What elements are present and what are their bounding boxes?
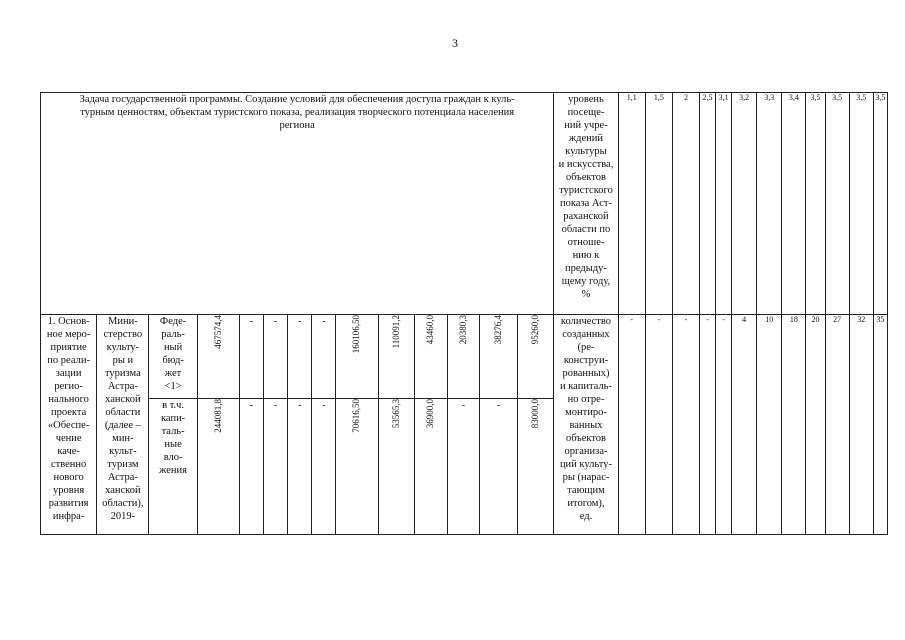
funding-cell: 20380,3 — [447, 315, 479, 399]
event-target-value: 20 — [806, 315, 825, 535]
event-executor: Мини- стерство культу- ры и туризма Астра- ханской области (далее – мин- культ- туризм Астра- ханской области), 2019- — [97, 315, 149, 535]
funding-total-cell: 244081,8 — [197, 399, 239, 535]
event-target-value: - — [700, 315, 716, 535]
task-indicator: уровень посеще- ний учре- ждений культуры и искусства, объектов туристского показа Аст- раханской области по отноше- нию к предыду- щему году, % — [554, 93, 618, 315]
task-target-value: 2,5 — [700, 93, 716, 315]
funding-cell: 160106,50 — [336, 315, 378, 399]
event-target-value: - — [645, 315, 672, 535]
event-target-value: - — [716, 315, 732, 535]
task-target-value: 3,5 — [825, 93, 849, 315]
funding-total-cell: 467574,4 — [197, 315, 239, 399]
task-target-value: 3,5 — [873, 93, 887, 315]
funding-cell: - — [239, 315, 263, 399]
funding-cell: 43460,0 — [414, 315, 447, 399]
funding-cell: 38276,4 — [479, 315, 517, 399]
funding-cell: 110091,2 — [378, 315, 414, 399]
funding-cell: - — [239, 399, 263, 535]
funding-cell: 70616,50 — [336, 399, 378, 535]
event-name: 1. Основ- ное меро- приятие по реали- зации регио- нального проекта «Обеспе- чение каче- ственно нового уровня развития инфра- — [41, 315, 97, 535]
task-target-value: 1,5 — [645, 93, 672, 315]
task-target-value: 2 — [672, 93, 699, 315]
funding-cell: - — [479, 399, 517, 535]
task-target-value: 3,1 — [716, 93, 732, 315]
event-target-value: 27 — [825, 315, 849, 535]
event-target-value: 32 — [849, 315, 873, 535]
event-indicator: количество созданных (ре- конструи- рованных) и капиталь- но отре- монтиро- ванных объектов организа- ций культу- ры (нарас- тающим итогом), ед. — [554, 315, 618, 535]
funding-cell: - — [264, 315, 288, 399]
funding-cell: - — [312, 315, 336, 399]
funding-cell: 53565,3 — [378, 399, 414, 535]
event-row-federal — [41, 315, 888, 399]
funding-cell: 95260,0 — [518, 315, 554, 399]
task-target-value: 3,5 — [806, 93, 825, 315]
page-number: 3 — [452, 36, 458, 50]
program-table — [40, 92, 888, 535]
funding-cell: 83000,0 — [518, 399, 554, 535]
task-target-value: 3,2 — [732, 93, 757, 315]
event-target-value: - — [618, 315, 645, 535]
funding-cell: - — [312, 399, 336, 535]
funding-cell: 36900,0 — [414, 399, 447, 535]
task-target-value: 3,3 — [757, 93, 782, 315]
event-target-value: - — [672, 315, 699, 535]
funding-cell: - — [447, 399, 479, 535]
task-target-value: 1,1 — [618, 93, 645, 315]
funding-source-federal: Феде- раль- ный бюд- жет <1> — [149, 315, 197, 399]
event-target-value: 18 — [782, 315, 806, 535]
funding-cell: - — [288, 399, 312, 535]
task-row — [41, 93, 888, 315]
event-target-value: 10 — [757, 315, 782, 535]
funding-cell: - — [264, 399, 288, 535]
funding-source-capital: в т.ч. капи- таль- ные вло- жения — [149, 399, 197, 535]
task-target-value: 3,5 — [849, 93, 873, 315]
task-target-value: 3,4 — [782, 93, 806, 315]
funding-cell: - — [288, 315, 312, 399]
task-title: Задача государственной программы. Создание условий для обеспечения доступа граждан к куль- турным ценностям, объектам туристского показа, реализация творческого потенциала населения региона — [41, 93, 554, 315]
event-target-value: 4 — [732, 315, 757, 535]
event-target-value: 35 — [873, 315, 887, 535]
